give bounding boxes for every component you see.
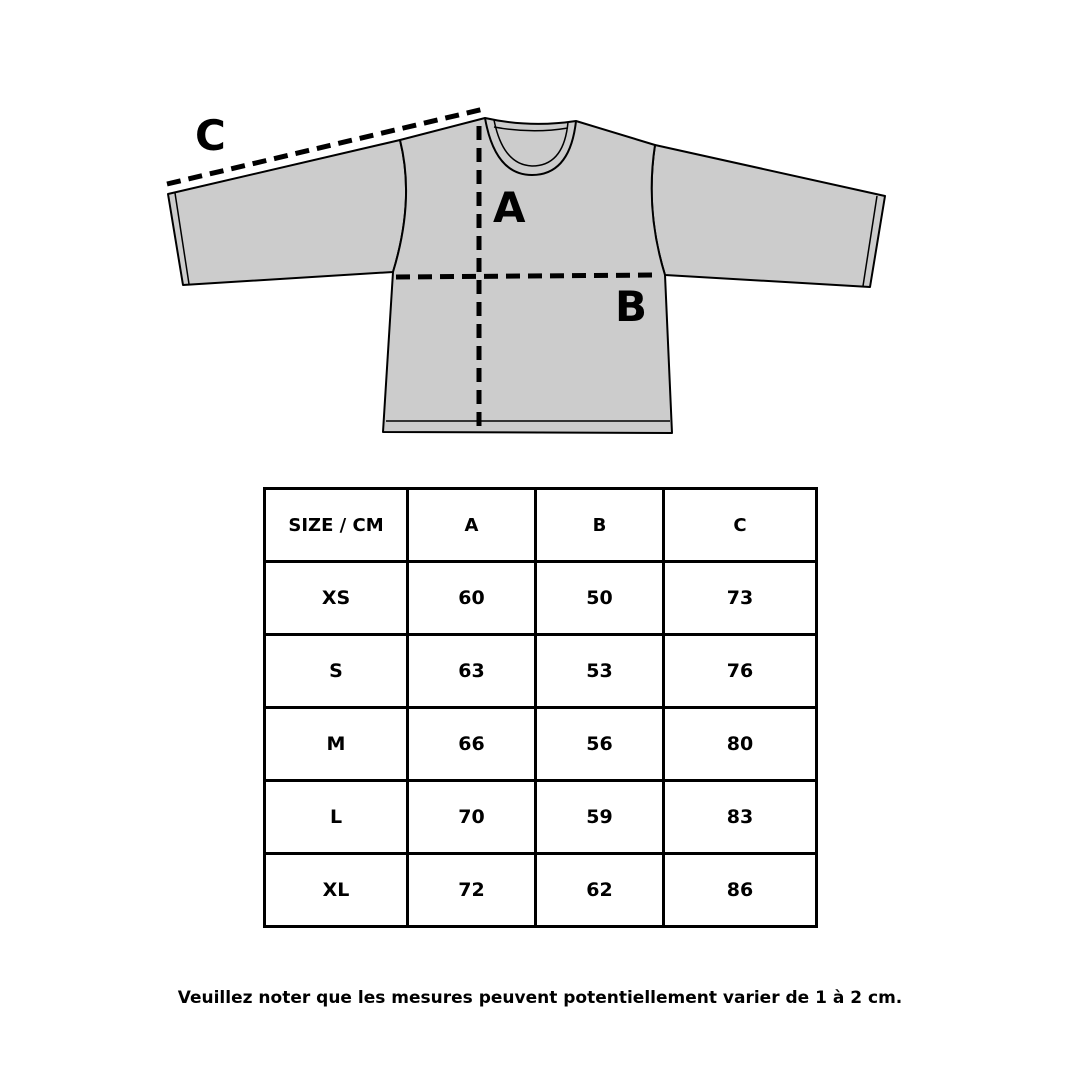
left-sleeve xyxy=(168,140,406,285)
cell-b: 56 xyxy=(536,708,664,781)
table-row xyxy=(265,708,817,781)
cell-size: S xyxy=(265,635,408,708)
header-c: C xyxy=(664,489,817,562)
cell-size: L xyxy=(265,781,408,854)
cell-c: 80 xyxy=(664,708,817,781)
label-a: A xyxy=(493,183,526,232)
label-b: B xyxy=(615,282,648,331)
size-chart-table xyxy=(263,487,818,928)
table-row xyxy=(265,781,817,854)
cell-a: 60 xyxy=(408,562,536,635)
cell-a: 72 xyxy=(408,854,536,927)
sweater-illustration xyxy=(168,118,885,433)
cell-c: 83 xyxy=(664,781,817,854)
header-b: B xyxy=(536,489,664,562)
cell-b: 50 xyxy=(536,562,664,635)
cell-size: XS xyxy=(265,562,408,635)
right-sleeve xyxy=(652,145,885,287)
cell-size: M xyxy=(265,708,408,781)
label-c: C xyxy=(195,111,226,160)
cell-a: 66 xyxy=(408,708,536,781)
header-a: A xyxy=(408,489,536,562)
cell-a: 70 xyxy=(408,781,536,854)
cell-b: 59 xyxy=(536,781,664,854)
measurement-tolerance-note: Veuillez noter que les mesures peuvent potentiellement varier de 1 à 2 cm. xyxy=(177,988,903,1008)
table-row xyxy=(265,635,817,708)
cell-c: 73 xyxy=(664,562,817,635)
table-row xyxy=(265,562,817,635)
cell-b: 53 xyxy=(536,635,664,708)
garment-measurement-diagram xyxy=(0,0,1080,460)
cell-a: 63 xyxy=(408,635,536,708)
table-header-row xyxy=(265,489,817,562)
table-row xyxy=(265,854,817,927)
cell-c: 76 xyxy=(664,635,817,708)
header-size: SIZE / CM xyxy=(265,489,408,562)
cell-size: XL xyxy=(265,854,408,927)
cell-c: 86 xyxy=(664,854,817,927)
cell-b: 62 xyxy=(536,854,664,927)
